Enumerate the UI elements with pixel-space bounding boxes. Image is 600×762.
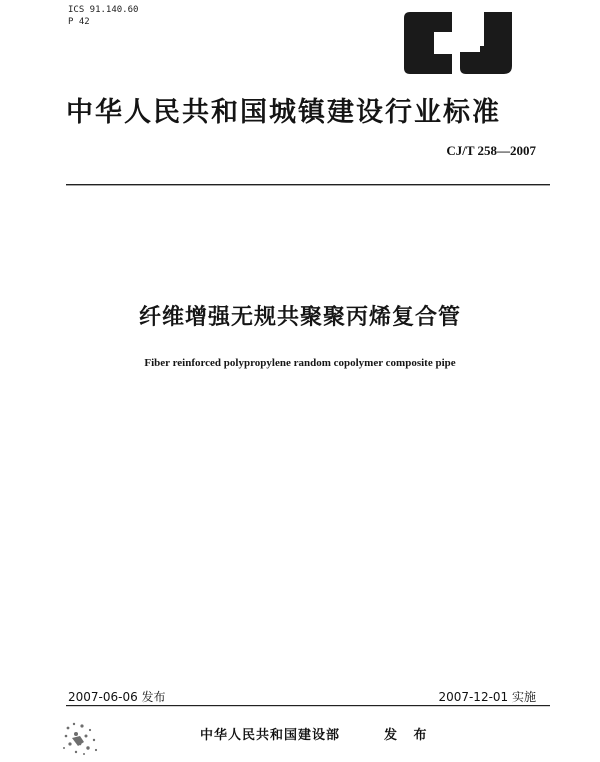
document-title-zh: 纤维增强无规共聚聚丙烯复合管 [138, 305, 461, 330]
issue-date: 2007-06-06 发布 [68, 690, 166, 704]
standard-code: CJ/T 258—2007 [446, 143, 536, 158]
implementation-date: 2007-12-01 实施 [438, 690, 536, 704]
cj-logo [400, 10, 516, 76]
ics-code: ICS 91.140.60 [68, 5, 139, 15]
footer-divider [66, 705, 550, 707]
document-title-en: Fiber reinforced polypropylene random copolymer composite pipe [144, 357, 456, 369]
class-code: P 42 [68, 17, 90, 27]
publish-label: 发 布 [384, 728, 433, 743]
standard-category-title: 中华人民共和国城镇建设行业标准 [66, 97, 501, 128]
publisher-name: 中华人民共和国建设部 [200, 728, 341, 743]
header-divider [66, 184, 550, 186]
ministry-seal-icon [58, 718, 104, 758]
classification-block [68, 4, 138, 28]
